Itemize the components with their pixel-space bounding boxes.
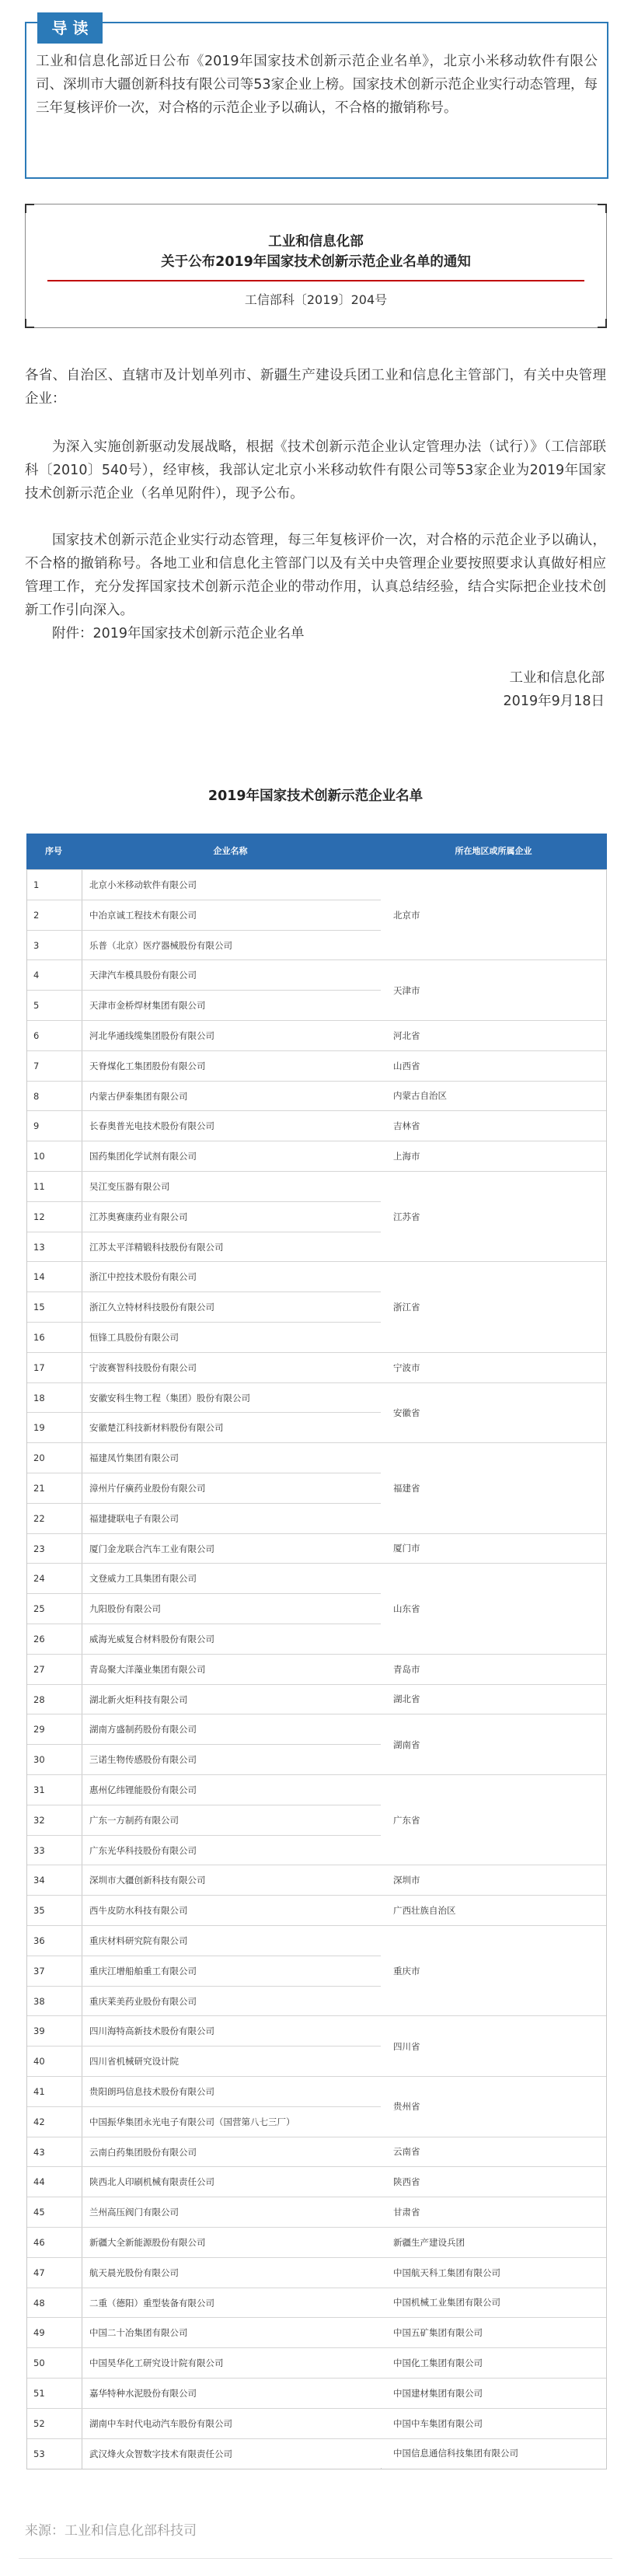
region-label: 四川省: [393, 2040, 420, 2052]
row-number: 53: [33, 2448, 45, 2459]
region-cell: [381, 1774, 606, 1865]
company-name: 深圳市大疆创新科技有限公司: [89, 1875, 206, 1886]
region-label: 广东省: [393, 1814, 420, 1826]
row-number: 5: [33, 1000, 40, 1012]
row-number: 19: [33, 1422, 45, 1434]
company-name: 中国二十冶集团有限公司: [89, 2327, 188, 2339]
company-name: 新疆大全新能源股份有限公司: [89, 2237, 206, 2248]
row-number: 42: [33, 2116, 45, 2127]
row-number: 37: [33, 1965, 45, 1977]
row-number: 29: [33, 1724, 45, 1735]
company-name: 湖南中车时代电动汽车股份有限公司: [89, 2417, 232, 2429]
company-name: 重庆江增船舶重工有限公司: [89, 1965, 197, 1977]
row-number: 17: [33, 1361, 45, 1373]
region-label: 福建省: [393, 1482, 420, 1494]
region-cell: [381, 1865, 606, 1895]
company-name: 国药集团化学试剂有限公司: [89, 1151, 197, 1162]
region-label: 吉林省: [393, 1120, 420, 1132]
region-cell: [381, 869, 606, 959]
salutation: 各省、自治区、直辖市及计划单列市、新疆生产建设兵团工业和信息化主管部门，有关中央管理企业：: [25, 368, 606, 407]
region-label: 内蒙古自治区: [393, 1090, 447, 1102]
company-name: 贵阳朗玛信息技术股份有限公司: [89, 2086, 214, 2097]
row-number: 40: [33, 2056, 45, 2067]
region-cell: [381, 959, 606, 1020]
row-number: 12: [33, 1211, 45, 1222]
company-name: 青岛聚大洋藻业集团有限公司: [89, 1663, 206, 1675]
region-cell: [381, 1654, 606, 1684]
row-number: 27: [33, 1663, 45, 1675]
region-label: 云南省: [393, 2146, 420, 2158]
row-number: 31: [33, 1784, 45, 1795]
region-cell: [381, 1261, 606, 1351]
company-name: 中冶京诚工程技术有限公司: [89, 909, 197, 921]
company-name: 兰州高压阀门有限公司: [89, 2207, 179, 2218]
company-name: 广东光华科技股份有限公司: [89, 1844, 197, 1856]
date: 2019年9月18日: [503, 694, 605, 709]
region-label: 湖南省: [393, 1739, 420, 1750]
row-number: 24: [33, 1573, 45, 1585]
notice-header: [25, 204, 607, 328]
region-label: 甘肃省: [393, 2207, 420, 2218]
company-name: 中国振华集团永光电子有限公司（国营第八七三厂）: [89, 2116, 295, 2127]
company-name: 四川省机械研究设计院: [89, 2056, 179, 2067]
row-number: 7: [33, 1060, 40, 1071]
region-cell: [381, 2438, 606, 2469]
company-name: 天津汽车模具股份有限公司: [89, 970, 197, 981]
region-label: 湖北省: [393, 1693, 420, 1705]
company-name: 云南白药集团股份有限公司: [89, 2146, 197, 2158]
row-number: 30: [33, 1754, 45, 1766]
region-cell: [381, 2137, 606, 2167]
region-cell: [381, 1533, 606, 1564]
company-name: 内蒙古伊泰集团有限公司: [89, 1090, 188, 1102]
region-label: 厦门市: [393, 1543, 420, 1554]
region-cell: [381, 2257, 606, 2288]
row-number: 4: [33, 970, 40, 981]
company-name: 江苏奥赛康药业有限公司: [89, 1211, 188, 1222]
corner-top-left: [25, 204, 34, 213]
region-label: 中国航天科工集团有限公司: [393, 2267, 500, 2278]
region-label: 江苏省: [393, 1211, 420, 1222]
signature: 工业和信息化部: [509, 670, 605, 686]
region-label: 广西壮族自治区: [393, 1905, 456, 1917]
region-label: 山东省: [393, 1603, 420, 1615]
row-number: 39: [33, 2025, 45, 2037]
region-label: 中国中车集团有限公司: [393, 2417, 483, 2429]
region-cell: [381, 1141, 606, 1171]
region-cell: [381, 1925, 606, 2015]
region-label: 安徽省: [393, 1407, 420, 1418]
region-label: 中国五矿集团有限公司: [393, 2327, 483, 2339]
company-name: 漳州片仔癀药业股份有限公司: [89, 1483, 206, 1494]
company-name: 嘉华特种水泥股份有限公司: [89, 2388, 197, 2399]
region-label: 中国化工集团有限公司: [393, 2358, 483, 2369]
company-name: 江苏太平洋精锻科技股份有限公司: [89, 1241, 224, 1253]
company-name: 安徽楚江科技新材料股份有限公司: [89, 1422, 224, 1434]
corner-bottom-right: [598, 319, 607, 328]
row-number: 50: [33, 2358, 45, 2369]
intro-box: [25, 19, 608, 179]
region-cell: [381, 1714, 606, 1774]
row-number: 6: [33, 1030, 40, 1041]
row-number: 14: [33, 1271, 45, 1283]
row-number: 13: [33, 1241, 45, 1253]
row-number: 36: [33, 1935, 45, 1946]
region-label: 北京市: [393, 909, 420, 921]
region-cell: [381, 2227, 606, 2257]
company-name: 湖北新火炬科技有限公司: [89, 1693, 188, 1705]
row-number: 48: [33, 2297, 45, 2309]
row-number: 1: [33, 879, 40, 890]
region-cell: [381, 2076, 606, 2137]
paragraph-1: 为深入实施创新驱动发展战略，根据《技术创新示范企业认定管理办法（试行）》（工信部联科〔2010〕540号），经审核，我部认定北京小米移动软件有限公司等53家企业为2019年国家技术创新示范企业（名单见附件），现予公布。: [25, 439, 606, 502]
company-name: 重庆莱美药业股份有限公司: [89, 1995, 197, 2007]
row-number: 44: [33, 2176, 45, 2188]
company-name: 恒锋工具股份有限公司: [89, 1332, 179, 1343]
region-cell: [381, 1382, 606, 1443]
company-name: 吴江变压器有限公司: [89, 1181, 170, 1192]
row-number: 28: [33, 1693, 45, 1705]
company-name: 航天晨光股份有限公司: [89, 2267, 179, 2278]
region-cell: [381, 1895, 606, 1925]
company-name: 福建捷联电子有限公司: [89, 1512, 179, 1524]
intro-text: 工业和信息化部近日公布《2019年国家技术创新示范企业名单》，北京小米移动软件有限公司、深圳市大疆创新科技有限公司等53家企业上榜。国家技术创新示范企业实行动态管理，每三年复核评价一次，对合格的示范企业予以确认，不合格的撤销称号。: [36, 54, 598, 116]
row-number: 51: [33, 2388, 45, 2399]
header-company: 企业名称: [213, 846, 248, 856]
row-number: 15: [33, 1302, 45, 1313]
region-cell: [381, 2347, 606, 2378]
attachment-line: 附件：2019年国家技术创新示范企业名单: [52, 626, 305, 641]
row-number: 26: [33, 1634, 45, 1645]
company-name: 二重（德阳）重型装备有限公司: [89, 2297, 214, 2309]
region-label: 宁波市: [393, 1361, 420, 1373]
row-number: 8: [33, 1090, 40, 1102]
row-number: 33: [33, 1844, 45, 1856]
company-name: 长春奥普光电技术股份有限公司: [89, 1120, 214, 1132]
row-number: 34: [33, 1875, 45, 1886]
notice-doc-number: 工信部科〔2019〕204号: [244, 292, 388, 307]
region-label: 中国建材集团有限公司: [393, 2387, 483, 2399]
company-name: 浙江久立特材科技股份有限公司: [89, 1302, 214, 1313]
row-number: 9: [33, 1120, 40, 1132]
corner-top-right: [598, 204, 607, 213]
company-name: 安徽安科生物工程（集团）股份有限公司: [89, 1392, 250, 1403]
company-name: 河北华通线缆集团股份有限公司: [89, 1030, 214, 1041]
row-number: 45: [33, 2207, 45, 2218]
row-number: 22: [33, 1512, 45, 1524]
row-number: 18: [33, 1392, 45, 1403]
region-cell: [381, 2166, 606, 2197]
company-name: 北京小米移动软件有限公司: [89, 879, 197, 890]
region-label: 中国机械工业集团有限公司: [393, 2297, 500, 2309]
region-cell: [381, 1110, 606, 1141]
company-name: 天脊煤化工集团股份有限公司: [89, 1060, 206, 1071]
region-cell: [381, 1171, 606, 1261]
company-name: 陕西北人印刷机械有限责任公司: [89, 2176, 214, 2188]
region-cell: [381, 1563, 606, 1653]
header-number: 序号: [45, 846, 62, 856]
header-region: 所在地区或所属企业: [455, 846, 532, 856]
row-number: 25: [33, 1603, 45, 1615]
company-name: 宁波赛智科技股份有限公司: [89, 1361, 197, 1373]
region-label: 青岛市: [393, 1663, 420, 1675]
region-cell: [381, 1020, 606, 1050]
row-number: 20: [33, 1452, 45, 1464]
region-cell: [381, 2408, 606, 2438]
row-number: 43: [33, 2146, 45, 2158]
row-number: 46: [33, 2237, 45, 2248]
red-divider: [47, 280, 584, 281]
region-label: 中国信息通信科技集团有限公司: [393, 2448, 518, 2459]
region-label: 贵州省: [393, 2101, 420, 2113]
row-number: 47: [33, 2267, 45, 2278]
region-cell: [381, 2197, 606, 2227]
corner-bottom-left: [25, 319, 34, 328]
row-number: 41: [33, 2086, 45, 2097]
row-number: 16: [33, 1332, 45, 1343]
region-cell: [381, 2015, 606, 2076]
company-name: 福建凤竹集团有限公司: [89, 1452, 179, 1464]
region-label: 天津市: [393, 984, 420, 996]
notice-title: 关于公布2019年国家技术创新示范企业名单的通知: [161, 254, 471, 270]
region-label: 河北省: [393, 1029, 420, 1041]
region-label: 重庆市: [393, 1965, 420, 1977]
company-name: 四川海特高新技术股份有限公司: [89, 2025, 214, 2037]
region-cell: [381, 1050, 606, 1081]
company-name: 武汉烽火众智数字技术有限责任公司: [89, 2448, 232, 2459]
company-name: 西牛皮防水科技有限公司: [89, 1905, 188, 1917]
company-name: 厦门金龙联合汽车工业有限公司: [89, 1543, 214, 1554]
table-title: 2019年国家技术创新示范企业名单: [207, 788, 424, 804]
region-label: 山西省: [393, 1060, 420, 1071]
intro-tag: 导 读: [37, 12, 103, 44]
row-number: 49: [33, 2327, 45, 2339]
region-cell: [381, 1352, 606, 1382]
footer-divider: [19, 2558, 612, 2559]
company-name: 湖南方盛制药股份有限公司: [89, 1724, 197, 1735]
region-label: 新疆生产建设兵团: [393, 2236, 465, 2248]
company-name: 文登威力工具集团有限公司: [89, 1573, 197, 1585]
region-label: 浙江省: [393, 1302, 420, 1313]
region-label: 上海市: [393, 1151, 420, 1162]
row-number: 35: [33, 1905, 45, 1917]
region-cell: [381, 2317, 606, 2347]
company-name: 惠州亿纬锂能股份有限公司: [89, 1784, 197, 1795]
table-body: [26, 869, 607, 2469]
company-name: 乐普（北京）医疗器械股份有限公司: [89, 939, 232, 951]
company-name: 威海光威复合材料股份有限公司: [89, 1634, 214, 1645]
row-number: 32: [33, 1814, 45, 1826]
region-cell: [381, 2378, 606, 2408]
company-name: 广东一方制药有限公司: [89, 1814, 179, 1826]
region-cell: [381, 2288, 606, 2318]
company-name: 九阳股份有限公司: [89, 1603, 161, 1615]
company-name: 重庆材料研究院有限公司: [89, 1935, 188, 1946]
company-name: 三诺生物传感股份有限公司: [89, 1754, 197, 1766]
row-number: 23: [33, 1543, 45, 1554]
row-number: 2: [33, 909, 40, 921]
region-label: 深圳市: [393, 1875, 420, 1886]
region-label: 陕西省: [393, 2176, 420, 2188]
table-header: [26, 834, 607, 869]
region-cell: [381, 1684, 606, 1714]
paragraph-2: 国家技术创新示范企业实行动态管理，每三年复核评价一次，对合格的示范企业予以确认，不合格的撤销称号。各地工业和信息化主管部门以及有关中央管理企业要按照要求认真做好相应管理工作，充分发挥国家技术创新示范企业的带动作用，认真总结经验，结合实际把企业技术创新工作引向深入。: [25, 533, 606, 618]
region-cell: [381, 1442, 606, 1533]
company-name: 天津市金桥焊材集团有限公司: [89, 1000, 206, 1012]
source-credit: 来源：工业和信息化部科技司: [25, 2523, 197, 2539]
row-number: 3: [33, 939, 40, 951]
row-number: 52: [33, 2417, 45, 2429]
row-number: 10: [33, 1151, 45, 1162]
row-number: 21: [33, 1483, 45, 1494]
notice-org: 工业和信息化部: [268, 234, 364, 250]
row-number: 38: [33, 1995, 45, 2007]
company-name: 浙江中控技术股份有限公司: [89, 1271, 197, 1283]
company-name: 中国昊华化工研究设计院有限公司: [89, 2358, 224, 2369]
row-number: 11: [33, 1181, 45, 1192]
region-cell: [381, 1081, 606, 1111]
